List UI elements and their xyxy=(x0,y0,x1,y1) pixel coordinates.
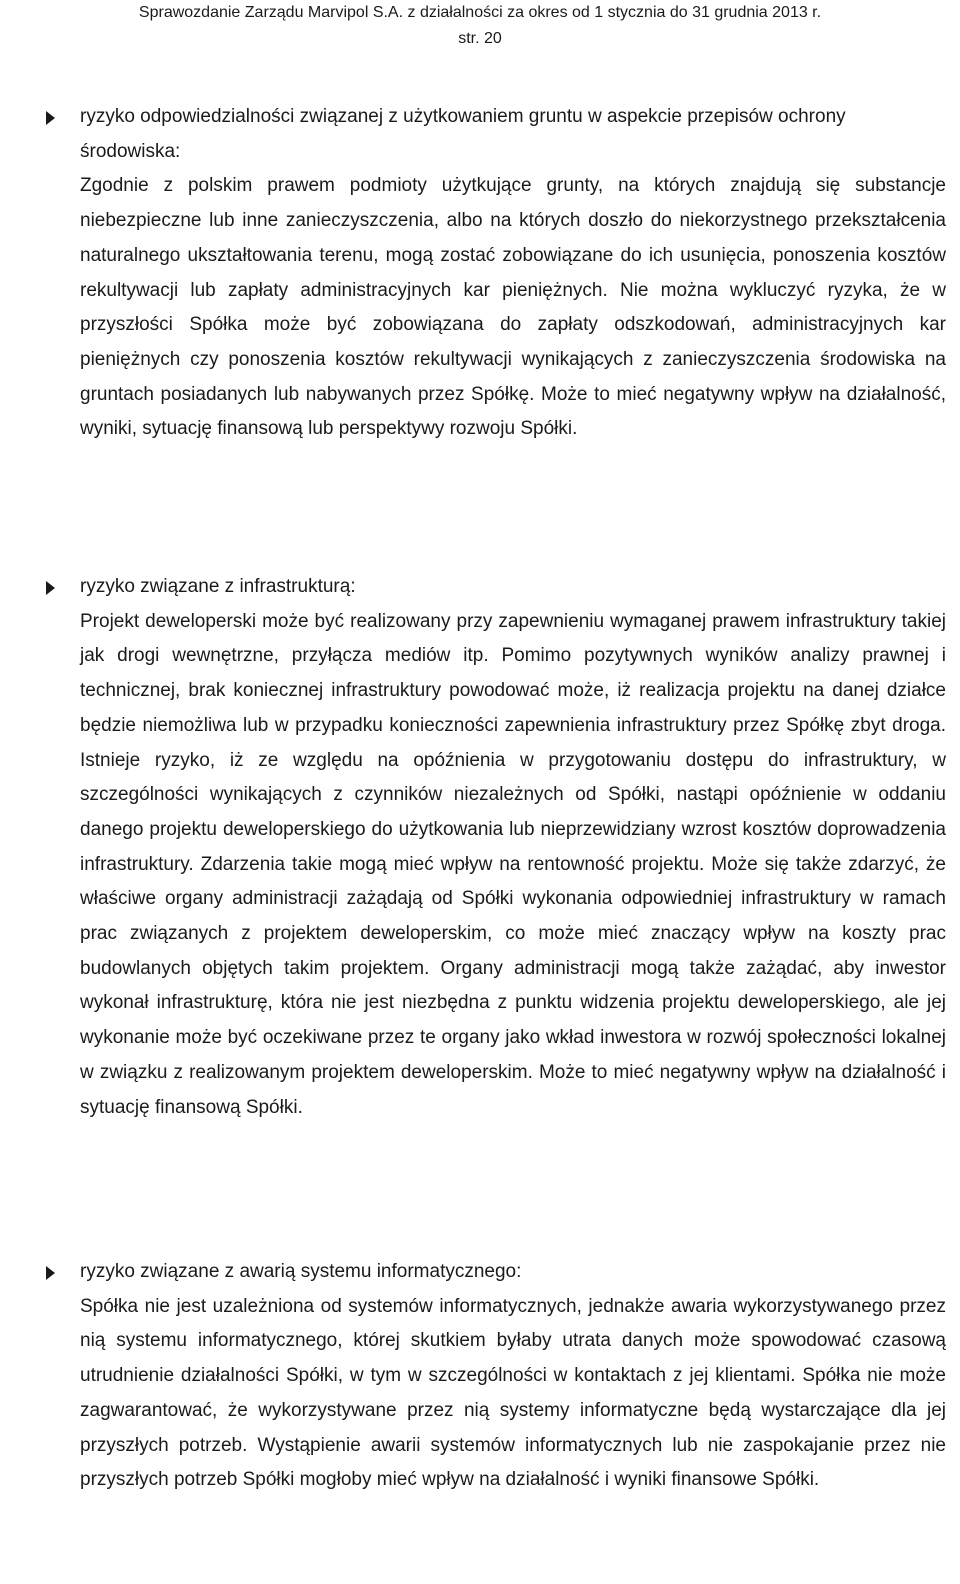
section-paragraph: Projekt deweloperski może być realizowany przy zapewnieniu wymaganej prawem infrastruktury takiej jak drogi wewnętrzne, przyłącza mediów itp. Pomimo pozytywnych wyników analizy prawnej i technicznej, brak koniecznej infrastruktury powodować może, iż realizacja projektu na danej działce będzie niemożliwa lub w przypadku konieczności zapewnienia infrastruktury przez Spółkę zbyt droga. Istnieje ryzyko, iż ze względu na opóźnienia w przygotowaniu dostępu do infrastruktury, w szczególności wynikających z czynników niezależnych od Spółki, nastąpi opóźnienie w oddaniu danego projektu deweloperskiego do użytkowania lub nieprzewidziany wzrost kosztów doprowadzenia infrastruktury. Zdarzenia takie mogą mieć wpływ na rentowność projektu. Może się także zdarzyć, że właściwe organy administracji zażądają od Spółki wykonania odpowiedniej infrastruktury w ramach prac związanych z projektem deweloperskim, co może mieć znaczący wpływ na koszty prac budowlanych objętych takim projektem. Organy administracji mogą także zażądać, aby inwestor wykonał infrastrukturę, która nie jest niezbędna z punktu widzenia projektu deweloperskiego, ale jej wykonanie może być oczekiwane przez te organy jako wkład inwestora w rozwój społeczności lokalnej w związku z realizowanym projektem deweloperskim. Może to mieć negatywny wpływ na działalność i sytuację finansową Spółki. xyxy=(80,610,946,1118)
page-header: Sprawozdanie Zarządu Marvipol S.A. z działalności za okres od 1 stycznia do 31 grudnia 2013 r. xyxy=(138,4,822,21)
triangle-bullet-icon xyxy=(46,111,55,125)
risk-section-it-system xyxy=(46,1255,946,1498)
section-title: ryzyko związane z infrastrukturą: xyxy=(80,576,356,597)
section-paragraph: Zgodnie z polskim prawem podmioty użytkujące grunty, na których znajdują się substancje niebezpieczne lub inne zanieczyszczenia, albo na których doszło do niekorzystnego przekształcenia naturalnego ukształtowania terenu, mogą zostać zobowiązane do ich usunięcia, ponoszenia kosztów rekultywacji lub zapłaty administracyjnych kar pieniężnych. Nie można wykluczyć ryzyka, że w przyszłości Spółka może być zobowiązana do zapłaty odszkodowań, administracyjnych kar pieniężnych czy ponoszenia kosztów rekultywacji wynikających z zanieczyszczenia środowiska na gruntach posiadanych lub nabywanych przez Spółkę. Może to mieć negatywny wpływ na działalność, wyniki, sytuację finansową lub perspektywy rozwoju Spółki. xyxy=(80,175,946,440)
section-body xyxy=(80,100,946,447)
section-body xyxy=(80,570,946,1125)
risk-section-infrastructure xyxy=(46,570,946,1125)
triangle-bullet-icon xyxy=(46,1266,55,1280)
page-number: str. 20 xyxy=(458,30,502,47)
triangle-bullet-icon xyxy=(46,581,55,595)
section-title: ryzyko odpowiedzialności związanej z użytkowaniem gruntu w aspekcie przepisów ochrony środowiska: xyxy=(80,106,846,162)
section-body xyxy=(80,1255,946,1498)
section-paragraph: Spółka nie jest uzależniona od systemów informatycznych, jednakże awaria wykorzystywanego przez nią systemu informatycznego, której skutkiem byłaby utrata danych może spowodować czasową utrudnienie działalności Spółki, w tym w szczególności w kontaktach z jej klientami. Spółka nie może zagwarantować, że wykorzystywane przez nią systemy informatyczne będą wystarczające dla jej przyszłych potrzeb. Wystąpienie awarii systemów informatycznych lub nie zaspokajanie przez nie przyszłych potrzeb Spółki mogłoby mieć wpływ na działalność i wyniki finansowe Spółki. xyxy=(80,1295,946,1491)
risk-section-environment xyxy=(46,100,946,447)
section-title: ryzyko związane z awarią systemu informatycznego: xyxy=(80,1261,522,1282)
